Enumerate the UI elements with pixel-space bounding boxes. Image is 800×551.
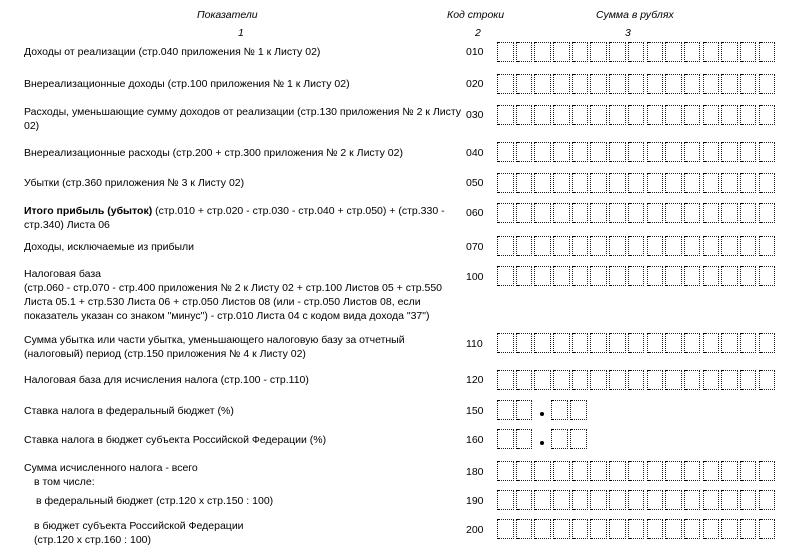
digit-cell[interactable] bbox=[721, 105, 738, 125]
amount-field-100[interactable] bbox=[497, 266, 777, 286]
column-header-line-code: Код строки bbox=[447, 9, 505, 21]
digit-cell[interactable] bbox=[740, 105, 757, 125]
row-code-150: 150 bbox=[466, 405, 484, 417]
digit-cell[interactable] bbox=[572, 266, 589, 286]
digit-cell[interactable] bbox=[628, 105, 645, 125]
digit-cell[interactable] bbox=[665, 490, 682, 510]
row-code-010: 010 bbox=[466, 46, 484, 58]
row-label-060-title: Итого прибыль (убыток) bbox=[24, 205, 153, 217]
digit-cell[interactable] bbox=[497, 370, 514, 390]
digit-cell[interactable] bbox=[740, 490, 757, 510]
decimal-point bbox=[534, 429, 551, 449]
digit-cell[interactable] bbox=[609, 203, 626, 223]
digit-cell[interactable] bbox=[497, 333, 514, 353]
digit-cell[interactable] bbox=[684, 266, 701, 286]
digit-cell[interactable] bbox=[609, 266, 626, 286]
digit-cell[interactable] bbox=[553, 236, 570, 256]
digit-cell[interactable] bbox=[740, 461, 757, 481]
row-label-110: Сумма убытка или части убытка, уменьшающего налоговую базу за отчетный (налоговый) период (стр.150 приложения № 4 к Листу 02) bbox=[24, 334, 405, 360]
amount-field-070[interactable] bbox=[497, 236, 777, 256]
digit-cell[interactable] bbox=[740, 236, 757, 256]
digit-cell[interactable] bbox=[497, 236, 514, 256]
row-label-070: Доходы, исключаемые из прибыли bbox=[24, 241, 195, 253]
digit-cell[interactable] bbox=[572, 173, 589, 193]
digit-cell[interactable] bbox=[553, 490, 570, 510]
digit-cell[interactable] bbox=[534, 173, 551, 193]
digit-cell[interactable] bbox=[497, 74, 514, 94]
digit-cell[interactable] bbox=[497, 173, 514, 193]
row-label-190: в федеральный бюджет (стр.120 х стр.150 : 100) bbox=[36, 495, 274, 507]
amount-field-190[interactable] bbox=[497, 490, 777, 510]
digit-cell[interactable] bbox=[703, 266, 720, 286]
digit-cell[interactable] bbox=[665, 142, 682, 162]
digit-cell[interactable] bbox=[534, 74, 551, 94]
digit-cell[interactable] bbox=[497, 42, 514, 62]
digit-cell[interactable] bbox=[684, 490, 701, 510]
row-label-010: Доходы от реализации (стр.040 приложения № 1 к Листу 02) bbox=[24, 46, 321, 58]
digit-cell[interactable] bbox=[516, 142, 533, 162]
digit-cell[interactable] bbox=[759, 203, 776, 223]
digit-cell[interactable] bbox=[516, 203, 533, 223]
digit-cell[interactable] bbox=[740, 370, 757, 390]
digit-cell[interactable] bbox=[590, 203, 607, 223]
row-label-060 bbox=[24, 204, 464, 232]
row-code-020: 020 bbox=[466, 78, 484, 90]
digit-cell[interactable] bbox=[684, 333, 701, 353]
digit-cell[interactable] bbox=[647, 266, 664, 286]
digit-cell[interactable] bbox=[684, 236, 701, 256]
digit-cell[interactable] bbox=[703, 333, 720, 353]
digit-cell[interactable] bbox=[497, 429, 514, 449]
digit-cell[interactable] bbox=[647, 74, 664, 94]
digit-cell[interactable] bbox=[572, 203, 589, 223]
digit-cell[interactable] bbox=[684, 173, 701, 193]
column-number-3: 3 bbox=[625, 27, 631, 39]
digit-cell[interactable] bbox=[647, 173, 664, 193]
row-label-030: Расходы, уменьшающие сумму доходов от реализации (стр.130 приложения № 2 к Листу 02) bbox=[24, 106, 462, 132]
digit-cell[interactable] bbox=[703, 370, 720, 390]
digit-cell[interactable] bbox=[721, 173, 738, 193]
digit-cell[interactable] bbox=[740, 519, 757, 539]
digit-cell[interactable] bbox=[740, 42, 757, 62]
row-code-070: 070 bbox=[466, 241, 484, 253]
digit-cell[interactable] bbox=[721, 266, 738, 286]
row-label-020: Внереализационные доходы (стр.100 приложения № 1 к Листу 02) bbox=[24, 78, 350, 90]
digit-cell[interactable] bbox=[759, 42, 776, 62]
digit-cell[interactable] bbox=[553, 333, 570, 353]
digit-cell[interactable] bbox=[647, 203, 664, 223]
digit-cell[interactable] bbox=[665, 74, 682, 94]
digit-cell[interactable] bbox=[628, 266, 645, 286]
digit-cell[interactable] bbox=[609, 74, 626, 94]
row-code-030: 030 bbox=[466, 109, 484, 121]
digit-cell[interactable] bbox=[534, 370, 551, 390]
digit-cell[interactable] bbox=[572, 105, 589, 125]
digit-cell[interactable] bbox=[572, 370, 589, 390]
row-label-100-title: Налоговая база bbox=[24, 268, 101, 280]
digit-cell[interactable] bbox=[572, 461, 589, 481]
digit-cell[interactable] bbox=[590, 74, 607, 94]
amount-field-040[interactable] bbox=[497, 142, 777, 162]
digit-cell[interactable] bbox=[572, 236, 589, 256]
digit-cell[interactable] bbox=[759, 461, 776, 481]
digit-cell[interactable] bbox=[497, 519, 514, 539]
digit-cell[interactable] bbox=[703, 142, 720, 162]
digit-cell[interactable] bbox=[609, 370, 626, 390]
digit-cell[interactable] bbox=[534, 519, 551, 539]
digit-cell[interactable] bbox=[703, 236, 720, 256]
digit-cell[interactable] bbox=[628, 236, 645, 256]
digit-cell[interactable] bbox=[647, 490, 664, 510]
digit-cell[interactable] bbox=[665, 236, 682, 256]
decimal-point bbox=[534, 400, 551, 420]
digit-cell[interactable] bbox=[703, 461, 720, 481]
row-code-200: 200 bbox=[466, 524, 484, 536]
digit-cell[interactable] bbox=[721, 142, 738, 162]
digit-cell[interactable] bbox=[609, 490, 626, 510]
digit-cell[interactable] bbox=[534, 461, 551, 481]
digit-cell[interactable] bbox=[628, 173, 645, 193]
digit-cell[interactable] bbox=[703, 173, 720, 193]
digit-cell[interactable] bbox=[516, 42, 533, 62]
row-label-040: Внереализационные расходы (стр.200 + стр.300 приложения № 2 к Листу 02) bbox=[24, 147, 403, 159]
digit-cell[interactable] bbox=[665, 266, 682, 286]
digit-cell[interactable] bbox=[551, 429, 568, 449]
amount-field-060[interactable] bbox=[497, 203, 777, 223]
row-label-060-formula: (стр.010 + стр.020 - стр.030 - стр.040 + стр.050) + (стр.330 - стр.340) Листа 06 bbox=[24, 205, 445, 231]
row-code-110: 110 bbox=[466, 338, 483, 350]
digit-cell[interactable] bbox=[647, 370, 664, 390]
digit-cell[interactable] bbox=[551, 400, 568, 420]
digit-cell[interactable] bbox=[740, 173, 757, 193]
digit-cell[interactable] bbox=[665, 105, 682, 125]
digit-cell[interactable] bbox=[759, 333, 776, 353]
digit-cell[interactable] bbox=[721, 236, 738, 256]
digit-cell[interactable] bbox=[516, 74, 533, 94]
digit-cell[interactable] bbox=[516, 429, 533, 449]
column-number-2: 2 bbox=[475, 27, 481, 39]
digit-cell[interactable] bbox=[684, 461, 701, 481]
digit-cell[interactable] bbox=[516, 266, 533, 286]
digit-cell[interactable] bbox=[684, 370, 701, 390]
digit-cell[interactable] bbox=[572, 519, 589, 539]
digit-cell[interactable] bbox=[516, 490, 533, 510]
digit-cell[interactable] bbox=[572, 74, 589, 94]
digit-cell[interactable] bbox=[553, 173, 570, 193]
row-code-190: 190 bbox=[466, 495, 484, 507]
digit-cell[interactable] bbox=[590, 333, 607, 353]
digit-cell[interactable] bbox=[572, 142, 589, 162]
row-label-180-title: Сумма исчисленного налога - всего bbox=[24, 462, 198, 474]
digit-cell[interactable] bbox=[497, 461, 514, 481]
digit-cell[interactable] bbox=[516, 105, 533, 125]
digit-cell[interactable] bbox=[590, 266, 607, 286]
digit-cell[interactable] bbox=[609, 236, 626, 256]
digit-cell[interactable] bbox=[534, 203, 551, 223]
row-label-200 bbox=[24, 519, 464, 547]
digit-cell[interactable] bbox=[759, 519, 776, 539]
digit-cell[interactable] bbox=[759, 105, 776, 125]
digit-cell[interactable] bbox=[759, 370, 776, 390]
row-label-100 bbox=[24, 267, 464, 323]
digit-cell[interactable] bbox=[647, 461, 664, 481]
row-label-200-sub: (стр.120 х стр.160 : 100) bbox=[34, 534, 152, 546]
digit-cell[interactable] bbox=[721, 333, 738, 353]
digit-cell[interactable] bbox=[590, 490, 607, 510]
digit-cell[interactable] bbox=[684, 519, 701, 539]
row-code-100: 100 bbox=[466, 271, 484, 283]
digit-cell[interactable] bbox=[628, 519, 645, 539]
row-label-200-title: в бюджет субъекта Российской Федерации bbox=[34, 520, 244, 532]
digit-cell[interactable] bbox=[516, 519, 533, 539]
digit-cell[interactable] bbox=[721, 461, 738, 481]
digit-cell[interactable] bbox=[609, 142, 626, 162]
row-label-160: Ставка налога в бюджет субъекта Российской Федерации (%) bbox=[24, 434, 327, 446]
digit-cell[interactable] bbox=[628, 461, 645, 481]
digit-cell[interactable] bbox=[647, 142, 664, 162]
digit-cell[interactable] bbox=[609, 173, 626, 193]
digit-cell[interactable] bbox=[516, 370, 533, 390]
digit-cell[interactable] bbox=[570, 429, 587, 449]
column-header-amount: Сумма в рублях bbox=[596, 9, 674, 21]
digit-cell[interactable] bbox=[684, 105, 701, 125]
digit-cell[interactable] bbox=[572, 42, 589, 62]
digit-cell[interactable] bbox=[647, 519, 664, 539]
digit-cell[interactable] bbox=[721, 490, 738, 510]
row-label-100-formula: (стр.060 - стр.070 - стр.400 приложения № 2 к Листу 02 + стр.100 Листов 05 + стр.550 Листа 05.1 + стр.530 Листа 06 + стр.050 Листов 08 (или - стр.050 Листов 08, если показатель указан со знаком "минус") - стр.010 Листа 04 с кодом вида дохода "37") bbox=[24, 282, 443, 322]
digit-cell[interactable] bbox=[740, 266, 757, 286]
row-label-180-sub: в том числе: bbox=[34, 476, 95, 488]
digit-cell[interactable] bbox=[740, 74, 757, 94]
digit-cell[interactable] bbox=[665, 370, 682, 390]
digit-cell[interactable] bbox=[684, 142, 701, 162]
digit-cell[interactable] bbox=[628, 203, 645, 223]
digit-cell[interactable] bbox=[628, 142, 645, 162]
digit-cell[interactable] bbox=[759, 142, 776, 162]
digit-cell[interactable] bbox=[703, 105, 720, 125]
digit-cell[interactable] bbox=[647, 236, 664, 256]
amount-field-030[interactable] bbox=[497, 105, 777, 125]
row-code-060: 060 bbox=[466, 207, 484, 219]
digit-cell[interactable] bbox=[684, 203, 701, 223]
row-label-050: Убытки (стр.360 приложения № 3 к Листу 02) bbox=[24, 177, 245, 189]
digit-cell[interactable] bbox=[721, 42, 738, 62]
row-label-150: Ставка налога в федеральный бюджет (%) bbox=[24, 405, 234, 417]
amount-field-180[interactable] bbox=[497, 461, 777, 481]
row-code-040: 040 bbox=[466, 147, 484, 159]
digit-cell[interactable] bbox=[703, 203, 720, 223]
digit-cell[interactable] bbox=[759, 173, 776, 193]
amount-field-010[interactable] bbox=[497, 42, 777, 62]
digit-cell[interactable] bbox=[572, 490, 589, 510]
digit-cell[interactable] bbox=[628, 42, 645, 62]
digit-cell[interactable] bbox=[516, 173, 533, 193]
row-code-160: 160 bbox=[466, 434, 484, 446]
digit-cell[interactable] bbox=[516, 461, 533, 481]
digit-cell[interactable] bbox=[609, 105, 626, 125]
digit-cell[interactable] bbox=[553, 42, 570, 62]
row-code-120: 120 bbox=[466, 374, 484, 386]
digit-cell[interactable] bbox=[590, 236, 607, 256]
digit-cell[interactable] bbox=[665, 519, 682, 539]
row-code-180: 180 bbox=[466, 466, 484, 478]
digit-cell[interactable] bbox=[721, 370, 738, 390]
digit-cell[interactable] bbox=[516, 236, 533, 256]
digit-cell[interactable] bbox=[665, 42, 682, 62]
digit-cell[interactable] bbox=[665, 203, 682, 223]
digit-cell[interactable] bbox=[497, 266, 514, 286]
row-label-180 bbox=[24, 461, 464, 489]
amount-field-120[interactable] bbox=[497, 370, 777, 390]
digit-cell[interactable] bbox=[684, 42, 701, 62]
amount-field-020[interactable] bbox=[497, 74, 777, 94]
digit-cell[interactable] bbox=[590, 173, 607, 193]
digit-cell[interactable] bbox=[516, 400, 533, 420]
digit-cell[interactable] bbox=[497, 105, 514, 125]
digit-cell[interactable] bbox=[497, 400, 514, 420]
amount-field-110[interactable] bbox=[497, 333, 777, 353]
digit-cell[interactable] bbox=[590, 42, 607, 62]
digit-cell[interactable] bbox=[590, 519, 607, 539]
digit-cell[interactable] bbox=[721, 74, 738, 94]
digit-cell[interactable] bbox=[553, 142, 570, 162]
digit-cell[interactable] bbox=[553, 105, 570, 125]
digit-cell[interactable] bbox=[497, 203, 514, 223]
digit-cell[interactable] bbox=[534, 142, 551, 162]
digit-cell[interactable] bbox=[534, 490, 551, 510]
digit-cell[interactable] bbox=[590, 142, 607, 162]
digit-cell[interactable] bbox=[721, 519, 738, 539]
digit-cell[interactable] bbox=[609, 461, 626, 481]
digit-cell[interactable] bbox=[628, 333, 645, 353]
digit-cell[interactable] bbox=[609, 333, 626, 353]
digit-cell[interactable] bbox=[684, 74, 701, 94]
digit-cell[interactable] bbox=[553, 519, 570, 539]
digit-cell[interactable] bbox=[553, 266, 570, 286]
digit-cell[interactable] bbox=[590, 105, 607, 125]
digit-cell[interactable] bbox=[665, 333, 682, 353]
digit-cell[interactable] bbox=[570, 400, 587, 420]
digit-cell[interactable] bbox=[534, 236, 551, 256]
digit-cell[interactable] bbox=[497, 142, 514, 162]
digit-cell[interactable] bbox=[628, 370, 645, 390]
digit-cell[interactable] bbox=[590, 370, 607, 390]
digit-cell[interactable] bbox=[647, 333, 664, 353]
digit-cell[interactable] bbox=[721, 203, 738, 223]
row-code-050: 050 bbox=[466, 177, 484, 189]
digit-cell[interactable] bbox=[759, 266, 776, 286]
digit-cell[interactable] bbox=[497, 490, 514, 510]
digit-cell[interactable] bbox=[665, 461, 682, 481]
digit-cell[interactable] bbox=[516, 333, 533, 353]
digit-cell[interactable] bbox=[740, 333, 757, 353]
digit-cell[interactable] bbox=[553, 74, 570, 94]
digit-cell[interactable] bbox=[534, 42, 551, 62]
digit-cell[interactable] bbox=[628, 490, 645, 510]
digit-cell[interactable] bbox=[609, 42, 626, 62]
digit-cell[interactable] bbox=[703, 519, 720, 539]
digit-cell[interactable] bbox=[759, 490, 776, 510]
column-number-1: 1 bbox=[238, 27, 244, 39]
digit-cell[interactable] bbox=[665, 173, 682, 193]
digit-cell[interactable] bbox=[647, 42, 664, 62]
digit-cell[interactable] bbox=[553, 370, 570, 390]
digit-cell[interactable] bbox=[759, 74, 776, 94]
digit-cell[interactable] bbox=[534, 266, 551, 286]
amount-field-200[interactable] bbox=[497, 519, 777, 539]
rate-field-150[interactable] bbox=[497, 400, 589, 420]
column-header-indicators: Показатели bbox=[197, 9, 258, 21]
digit-cell[interactable] bbox=[534, 333, 551, 353]
digit-cell[interactable] bbox=[553, 461, 570, 481]
digit-cell[interactable] bbox=[590, 461, 607, 481]
digit-cell[interactable] bbox=[553, 203, 570, 223]
digit-cell[interactable] bbox=[609, 519, 626, 539]
row-label-120: Налоговая база для исчисления налога (стр.100 - стр.110) bbox=[24, 374, 309, 386]
digit-cell[interactable] bbox=[703, 74, 720, 94]
digit-cell[interactable] bbox=[703, 490, 720, 510]
digit-cell[interactable] bbox=[703, 42, 720, 62]
rate-field-160[interactable] bbox=[497, 429, 589, 449]
amount-field-050[interactable] bbox=[497, 173, 777, 193]
digit-cell[interactable] bbox=[647, 105, 664, 125]
digit-cell[interactable] bbox=[740, 142, 757, 162]
digit-cell[interactable] bbox=[628, 74, 645, 94]
digit-cell[interactable] bbox=[534, 105, 551, 125]
digit-cell[interactable] bbox=[759, 236, 776, 256]
digit-cell[interactable] bbox=[740, 203, 757, 223]
digit-cell[interactable] bbox=[572, 333, 589, 353]
